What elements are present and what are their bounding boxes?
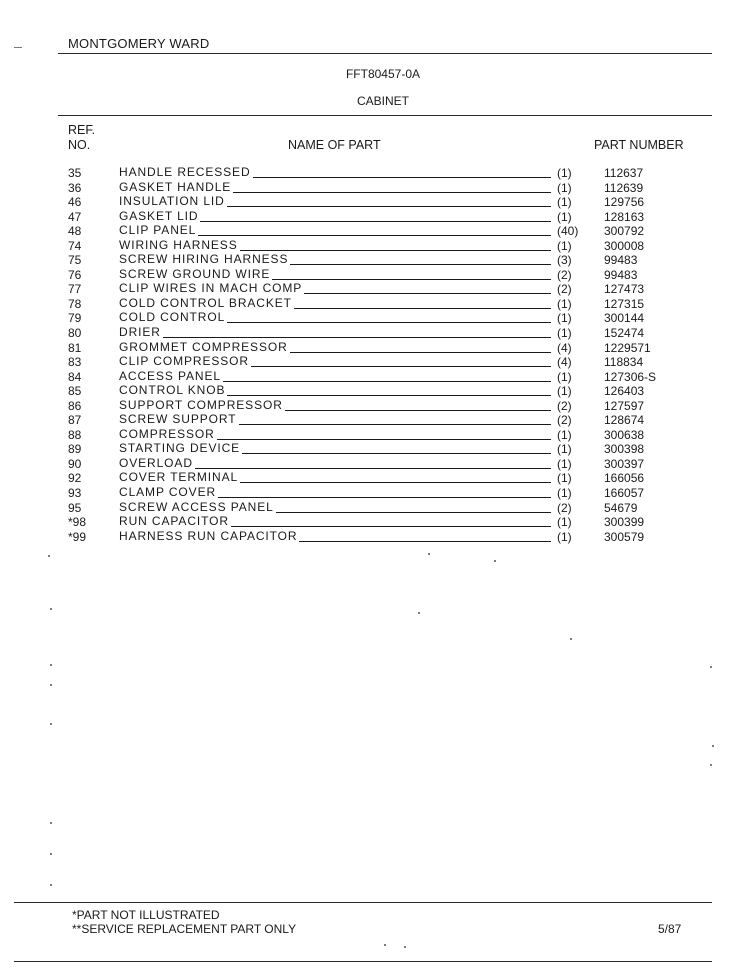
table-row — [0, 341, 750, 356]
leader-line — [218, 497, 551, 498]
part-name-cell — [119, 326, 551, 339]
table-row — [0, 471, 750, 486]
scan-speck — [384, 944, 386, 946]
table-row — [0, 486, 750, 501]
leader-line — [223, 381, 551, 382]
part-name: CLIP PANEL — [119, 223, 197, 238]
table-row — [0, 311, 750, 326]
leader-line — [240, 250, 551, 251]
scan-speck — [418, 612, 420, 614]
part-name: STARTING DEVICE — [119, 441, 241, 456]
part-name: HANDLE RECESSED — [119, 165, 251, 179]
part-name: ACCESS PANEL — [119, 368, 221, 383]
scan-speck — [428, 553, 430, 555]
leader-line — [304, 293, 551, 294]
ref-number: 85 — [68, 384, 82, 399]
part-number: 128674 — [604, 413, 645, 428]
table-row — [0, 268, 750, 283]
table-row — [0, 515, 750, 530]
leader-line — [233, 192, 551, 193]
table-row — [0, 253, 750, 268]
part-number: 152474 — [604, 326, 645, 341]
ref-number: 78 — [68, 296, 82, 311]
quantity: (1) — [557, 515, 572, 530]
leader-line — [251, 366, 551, 367]
quantity: (1) — [557, 427, 572, 442]
part-number: 300399 — [604, 515, 645, 530]
leader-line — [198, 235, 551, 236]
ref-number: 95 — [68, 500, 82, 515]
ref-number: *98 — [68, 515, 87, 530]
part-name-cell — [119, 471, 551, 484]
table-row — [0, 530, 750, 545]
ref-number: 76 — [68, 267, 82, 282]
table-row — [0, 166, 750, 181]
leader-line — [239, 424, 552, 425]
table-row — [0, 413, 750, 428]
ref-number: 84 — [68, 369, 82, 384]
part-number: 126403 — [604, 384, 645, 399]
quantity: (2) — [557, 413, 572, 428]
scan-speck — [710, 764, 712, 766]
leader-line — [231, 526, 551, 527]
quantity: (1) — [557, 442, 572, 457]
part-number: 54679 — [604, 500, 638, 515]
scan-speck — [710, 666, 712, 668]
leader-line — [200, 221, 551, 222]
table-row — [0, 224, 750, 239]
table-row — [0, 181, 750, 196]
scan-speck — [404, 946, 406, 948]
part-name: SCREW SUPPORT — [119, 412, 237, 427]
scan-speck — [50, 684, 52, 686]
part-number: 127306-S — [604, 369, 657, 384]
part-name: HARNESS RUN CAPACITOR — [119, 528, 298, 543]
part-name-cell — [119, 210, 551, 223]
quantity: (4) — [557, 355, 572, 370]
quantity: (40) — [557, 224, 579, 239]
scan-speck — [50, 822, 52, 824]
part-name: SUPPORT COMPRESSOR — [119, 397, 283, 412]
section-title: CABINET — [356, 94, 409, 108]
leader-line — [276, 512, 551, 513]
table-row — [0, 370, 750, 385]
bottom-divider — [14, 961, 712, 962]
part-name-cell — [119, 181, 551, 194]
ref-number: 88 — [68, 427, 82, 442]
quantity: (1) — [557, 369, 572, 384]
scan-speck — [494, 560, 496, 562]
part-name-cell — [119, 341, 551, 354]
part-name-cell — [119, 268, 551, 281]
part-name-cell — [119, 515, 551, 528]
column-header-ref-line1: REF. — [68, 123, 96, 137]
ref-number: 79 — [68, 311, 82, 326]
ref-number: 46 — [68, 195, 82, 210]
model-number: FFT80457-0A — [345, 67, 421, 81]
leader-line — [217, 439, 551, 440]
part-name: GASKET HANDLE — [119, 179, 232, 194]
part-number: 300144 — [604, 311, 645, 326]
part-name-cell — [119, 370, 551, 383]
quantity: (1) — [557, 195, 572, 210]
quantity: (1) — [557, 456, 572, 471]
part-name-cell — [119, 501, 551, 514]
part-name: COMPRESSOR — [119, 426, 215, 441]
table-row — [0, 442, 750, 457]
header-divider — [58, 115, 712, 116]
part-name-cell — [119, 239, 551, 252]
leader-line — [272, 279, 551, 280]
leader-line — [285, 410, 551, 411]
leader-line — [290, 352, 551, 353]
quantity: (1) — [557, 326, 572, 341]
scan-speck — [570, 638, 572, 640]
quantity: (1) — [557, 529, 572, 544]
table-row — [0, 457, 750, 472]
margin-mark — [14, 47, 22, 48]
table-row — [0, 297, 750, 312]
ref-number: 86 — [68, 398, 82, 413]
scan-speck — [50, 884, 52, 886]
part-name: SCREW HIRING HARNESS — [119, 252, 289, 267]
part-name: COLD CONTROL BRACKET — [119, 295, 292, 310]
scan-speck — [712, 745, 714, 747]
part-number: 127473 — [604, 282, 645, 297]
part-name-cell — [119, 253, 551, 266]
part-number: 99483 — [604, 267, 638, 282]
part-number: 127597 — [604, 398, 645, 413]
part-name-cell — [119, 428, 551, 441]
ref-number: 80 — [68, 326, 82, 341]
part-name-cell — [119, 457, 551, 470]
quantity: (1) — [557, 296, 572, 311]
part-name-cell — [119, 355, 551, 368]
part-name-cell — [119, 166, 551, 179]
part-number: 300008 — [604, 238, 645, 253]
quantity: (1) — [557, 471, 572, 486]
ref-number: *99 — [68, 529, 87, 544]
footer-divider — [14, 902, 712, 903]
scan-speck — [50, 853, 52, 855]
part-name-cell — [119, 282, 551, 295]
part-name: COVER TERMINAL — [119, 470, 239, 485]
table-row — [0, 326, 750, 341]
ref-number: 77 — [68, 282, 82, 297]
part-number: 99483 — [604, 253, 638, 268]
column-header-ref-no — [68, 123, 95, 153]
revision-date: 5/87 — [658, 922, 682, 936]
part-number: 1229571 — [604, 340, 651, 355]
part-name-cell — [119, 195, 551, 208]
leader-line — [163, 337, 551, 338]
part-name: CLIP WIRES IN MACH COMP — [119, 281, 303, 296]
leader-line — [294, 308, 551, 309]
ref-number: 35 — [68, 166, 82, 180]
part-name: GROMMET COMPRESSOR — [119, 339, 288, 354]
part-number: 166057 — [604, 486, 645, 501]
part-name-cell — [119, 399, 551, 412]
leader-line — [290, 264, 551, 265]
table-row — [0, 195, 750, 210]
part-number: 127315 — [604, 296, 645, 311]
part-name-cell — [119, 442, 551, 455]
ref-number: 36 — [68, 180, 82, 195]
part-number: 300398 — [604, 442, 645, 457]
part-number: 112639 — [604, 180, 644, 195]
leader-line — [195, 468, 551, 469]
scan-speck — [50, 608, 52, 610]
part-name: OVERLOAD — [119, 455, 193, 470]
brand-name: MONTGOMERY WARD — [68, 36, 210, 51]
part-number: 129756 — [604, 195, 645, 210]
ref-number: 92 — [68, 471, 82, 486]
leader-line — [227, 206, 551, 207]
part-name-cell — [119, 224, 551, 237]
table-row — [0, 501, 750, 516]
part-name-cell — [119, 486, 551, 499]
quantity: (1) — [557, 166, 572, 180]
part-name: RUN CAPACITOR — [119, 514, 229, 529]
part-number: 118834 — [604, 355, 644, 370]
table-row — [0, 355, 750, 370]
scan-speck — [50, 664, 52, 666]
part-name: CLIP COMPRESSOR — [119, 354, 249, 369]
part-number: 128163 — [604, 209, 645, 224]
quantity: (1) — [557, 384, 572, 399]
ref-number: 83 — [68, 355, 82, 370]
ref-number: 81 — [68, 340, 82, 355]
table-row — [0, 428, 750, 443]
leader-line — [240, 482, 551, 483]
part-name: INSULATION LID — [119, 194, 225, 209]
quantity: (2) — [557, 267, 572, 282]
quantity: (1) — [557, 486, 572, 501]
part-number: 300638 — [604, 427, 645, 442]
quantity: (2) — [557, 282, 572, 297]
top-divider — [58, 53, 712, 54]
scan-speck — [50, 723, 52, 725]
quantity: (3) — [557, 253, 572, 268]
part-number: 112637 — [604, 166, 644, 180]
leader-line — [227, 322, 551, 323]
ref-number: 75 — [68, 253, 82, 268]
leader-line — [242, 453, 551, 454]
part-name-cell — [119, 530, 551, 543]
ref-number: 87 — [68, 413, 82, 428]
table-row — [0, 384, 750, 399]
table-row — [0, 210, 750, 225]
table-row — [0, 239, 750, 254]
part-name: CLAMP COVER — [119, 485, 217, 500]
column-header-name: NAME OF PART — [288, 138, 381, 152]
part-name: WIRING HARNESS — [119, 237, 238, 252]
table-row — [0, 282, 750, 297]
quantity: (1) — [557, 180, 572, 195]
part-name-cell — [119, 413, 551, 426]
part-number: 300579 — [604, 529, 645, 544]
scan-speck — [48, 555, 50, 557]
part-name: SCREW GROUND WIRE — [119, 266, 271, 281]
ref-number: 48 — [68, 224, 82, 239]
part-name: CONTROL KNOB — [119, 383, 226, 398]
ref-number: 47 — [68, 209, 82, 224]
leader-line — [227, 395, 551, 396]
part-name: DRIER — [119, 325, 161, 340]
parts-list — [0, 166, 750, 544]
table-row — [0, 399, 750, 414]
part-name: SCREW ACCESS PANEL — [119, 499, 274, 514]
footnote-not-illustrated: *PART NOT ILLUSTRATED — [72, 908, 220, 922]
quantity: (1) — [557, 238, 572, 253]
footnote-service-replacement: **SERVICE REPLACEMENT PART ONLY — [72, 922, 297, 936]
quantity: (4) — [557, 340, 572, 355]
part-number: 166056 — [604, 471, 645, 486]
part-number: 300397 — [604, 456, 645, 471]
part-name: COLD CONTROL — [119, 310, 226, 325]
part-number: 300792 — [604, 224, 645, 239]
part-name-cell — [119, 311, 551, 324]
part-name: GASKET LID — [119, 208, 199, 223]
part-name-cell — [119, 297, 551, 310]
column-header-ref-line2: NO. — [68, 138, 91, 152]
ref-number: 93 — [68, 486, 82, 501]
quantity: (1) — [557, 311, 572, 326]
quantity: (2) — [557, 500, 572, 515]
ref-number: 89 — [68, 442, 82, 457]
ref-number: 74 — [68, 238, 82, 253]
quantity: (2) — [557, 398, 572, 413]
ref-number: 90 — [68, 456, 82, 471]
part-name-cell — [119, 384, 551, 397]
quantity: (1) — [557, 209, 572, 224]
column-header-part-number: PART NUMBER — [594, 138, 684, 152]
leader-line — [253, 177, 551, 178]
leader-line — [299, 541, 551, 542]
